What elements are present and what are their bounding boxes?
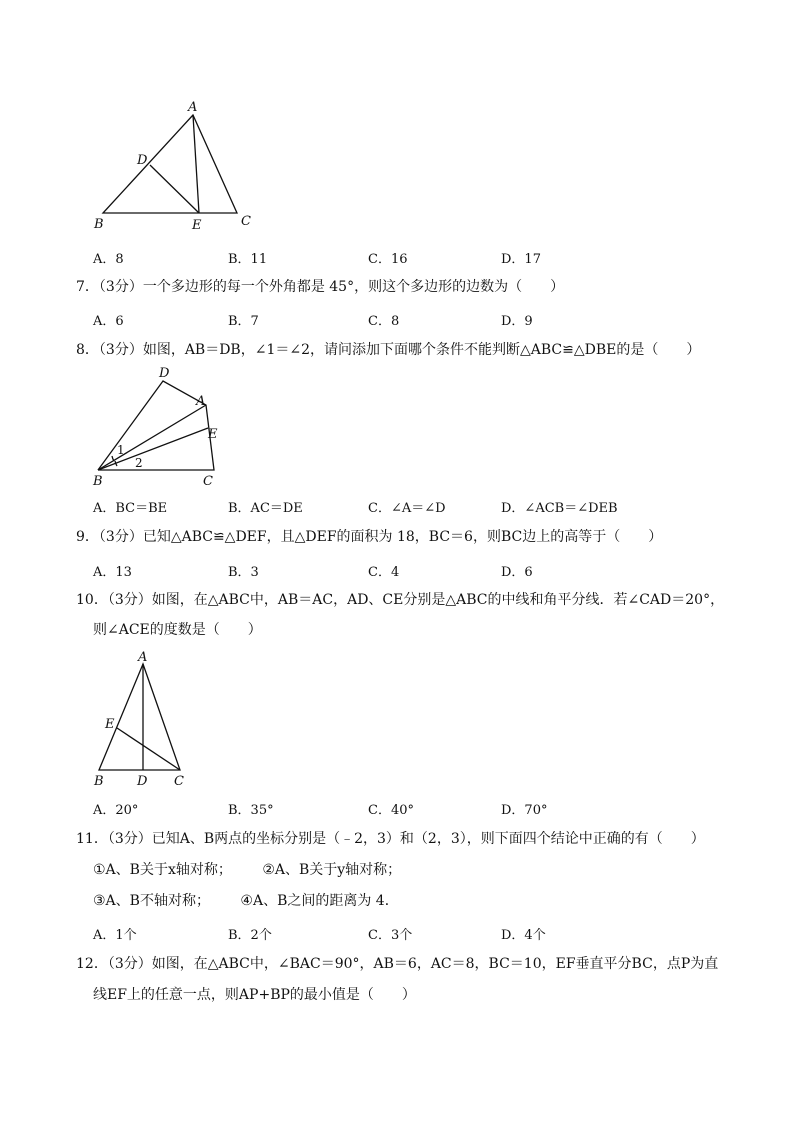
q11-question: 11．（3分）已知A、B两点的坐标分别是（﹣2，3）和（2，3），则下面四个结论中正确的有（ ）	[76, 831, 705, 847]
q11-statement-4: ④A、B之间的距离为 4．	[240, 893, 399, 909]
q9-question: 9．（3分）已知△ABC≌△DEF，且△DEF的面积为 18，BC＝6，则BC边上的高等于（ ）	[76, 529, 663, 545]
q12-question-line1: 12．（3分）如图，在△ABC中，∠BAC＝90°，AB＝6，AC＝8，BC＝10，EF垂直平分BC，点P为直	[76, 956, 719, 972]
label-e: E	[192, 218, 202, 233]
q10-option-a[interactable]: A．20°	[93, 803, 139, 818]
q7-question: 7．（3分）一个多边形的每一个外角都是 45°，则这个多边形的边数为（ ）	[76, 279, 565, 295]
q6-option-b[interactable]: B．11	[228, 252, 268, 267]
label-c: C	[174, 774, 184, 789]
label-e: E	[105, 717, 115, 732]
label-d: D	[137, 153, 148, 168]
label-a: A	[196, 394, 206, 409]
q8-question: 8．（3分）如图，AB＝DB，∠1＝∠2，请问添加下面哪个条件不能判断△ABC≌△DBE的是（ ）	[76, 342, 701, 358]
q12-question-line2: 线EF上的任意一点，则AP+BP的最小值是（ ）	[93, 987, 416, 1003]
q8-option-a[interactable]: A．BC＝BE	[93, 501, 168, 516]
q10-options	[93, 799, 713, 819]
q11-option-b[interactable]: B．2个	[228, 928, 272, 943]
label-b: B	[94, 217, 104, 232]
q7-option-a[interactable]: A．6	[93, 314, 124, 329]
q11-statements-row2	[93, 891, 425, 911]
label-a: A	[138, 650, 148, 665]
label-c: C	[203, 474, 213, 489]
q11-option-d[interactable]: D．4个	[501, 928, 546, 943]
q8-option-b[interactable]: B．AC＝DE	[228, 501, 303, 516]
q9-option-c[interactable]: C．4	[368, 565, 400, 580]
angle-label-1: 1	[117, 443, 125, 457]
q7-option-d[interactable]: D．9	[501, 314, 533, 329]
q11-option-a[interactable]: A．1个	[93, 928, 137, 943]
q11-options	[93, 924, 713, 944]
q11-statement-1: ①A、B关于x轴对称；	[93, 862, 232, 878]
q8-option-d[interactable]: D．∠ACB＝∠DEB	[501, 501, 618, 516]
q9-option-b[interactable]: B．3	[228, 565, 259, 580]
angle-label-2: 2	[135, 456, 143, 470]
label-b: B	[94, 774, 104, 789]
label-c: C	[241, 214, 251, 229]
label-a: A	[188, 100, 198, 115]
q10-option-c[interactable]: C．40°	[368, 803, 414, 818]
q11-option-c[interactable]: C．3个	[368, 928, 413, 943]
q11-statements-row1	[93, 860, 427, 880]
q6-option-a[interactable]: A．8	[93, 252, 124, 267]
q10-question-line1: 10．（3分）如图，在△ABC中，AB＝AC，AD、CE分别是△ABC的中线和角平分线．若∠CAD＝20°，	[76, 592, 725, 608]
q6-option-d[interactable]: D．17	[501, 252, 541, 267]
label-d: D	[159, 366, 170, 381]
q11-statement-2: ②A、B关于y轴对称；	[262, 862, 402, 878]
q11-statement-3: ③A、B不轴对称；	[93, 893, 210, 909]
label-b: B	[93, 474, 103, 489]
q6-option-c[interactable]: C．16	[368, 252, 408, 267]
q7-option-b[interactable]: B．7	[228, 314, 259, 329]
q10-option-d[interactable]: D．70°	[501, 803, 548, 818]
label-d: D	[137, 774, 148, 789]
q9-option-a[interactable]: A．13	[93, 565, 132, 580]
q10-option-b[interactable]: B．35°	[228, 803, 274, 818]
label-e: E	[208, 427, 218, 442]
q9-option-d[interactable]: D．6	[501, 565, 533, 580]
q8-option-c[interactable]: C．∠A＝∠D	[368, 501, 446, 516]
q10-question-line2: 则∠ACE的度数是（ ）	[93, 622, 262, 638]
q7-option-c[interactable]: C．8	[368, 314, 400, 329]
